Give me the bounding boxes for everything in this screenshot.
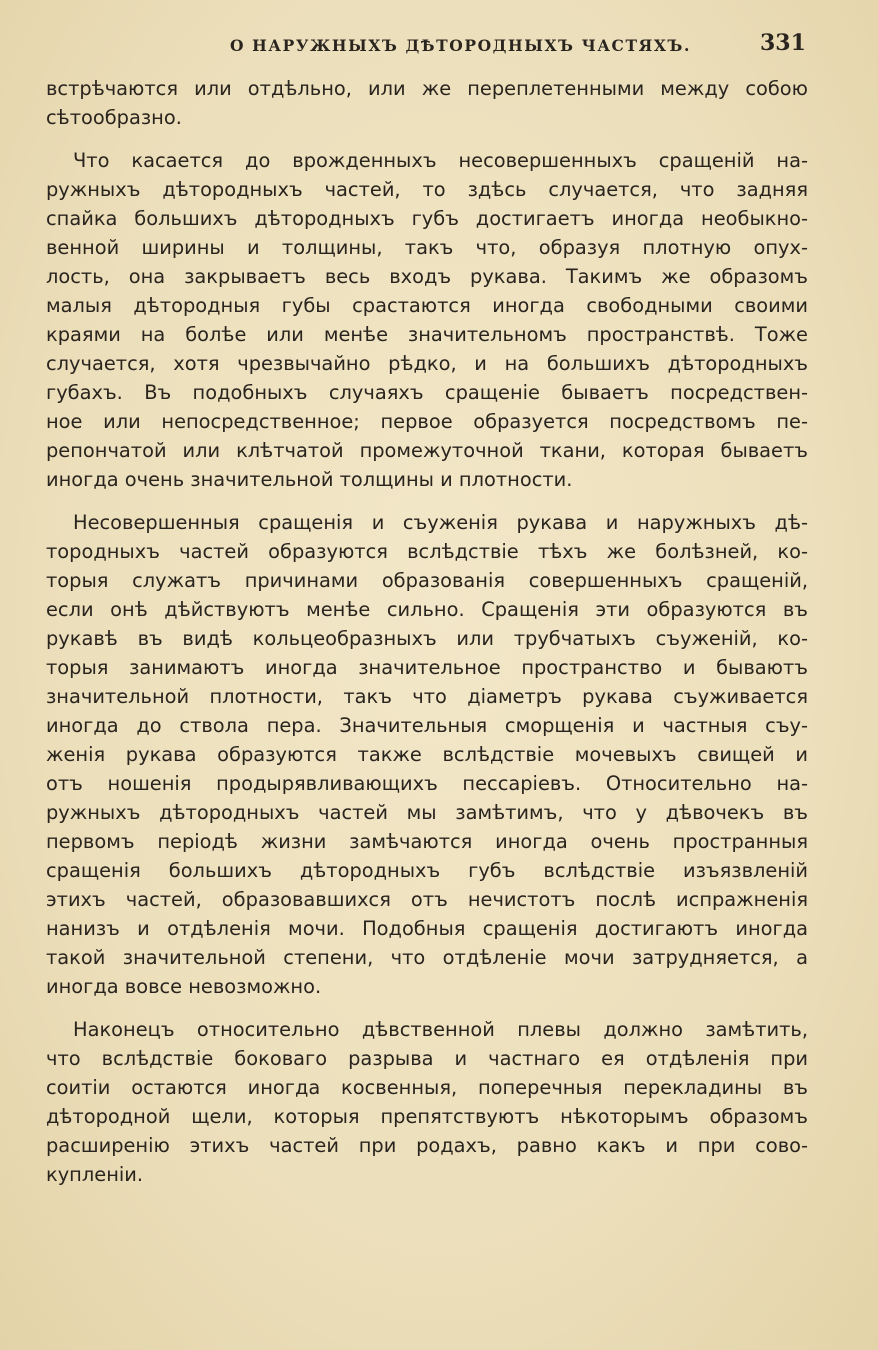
text-line: если онѣ дѣйствуютъ менѣе сильно. Сращенiя эти образуются въ xyxy=(46,598,808,621)
text-line: Несовершенныя сращенiя и съуженiя рукава и наружныхъ дѣ- xyxy=(73,511,808,534)
text-line: этихъ частей, образовавшихся отъ нечистотъ послѣ испражненiя xyxy=(46,888,808,911)
body-text xyxy=(46,74,808,1203)
text-line: спайка большихъ дѣтородныхъ губъ достигаетъ иногда необыкно- xyxy=(46,207,808,230)
paragraph xyxy=(46,146,808,494)
text-line: иногда вовсе невозможно. xyxy=(46,975,322,998)
text-line: сѣтообразно. xyxy=(46,106,182,129)
text-line: ружныхъ дѣтородныхъ частей мы замѣтимъ, что у дѣвочекъ въ xyxy=(46,801,808,824)
text-line: торыя занимаютъ иногда значительное пространство и бываютъ xyxy=(46,656,808,679)
text-line: Наконецъ относительно дѣвственной плевы должно замѣтить, xyxy=(73,1018,808,1041)
text-line: ное или непосредственное; первое образуется посредствомъ пе- xyxy=(46,410,808,433)
text-line: лость, она закрываетъ весь входъ рукава. Такимъ же образомъ xyxy=(46,265,808,288)
text-line: краями на болѣе или менѣе значительномъ пространствѣ. Тоже xyxy=(46,323,808,346)
text-line: случается, хотя чрезвычайно рѣдко, и на большихъ дѣтородныхъ xyxy=(46,352,808,375)
text-line: репончатой или клѣтчатой промежуточной ткани, которая бываетъ xyxy=(46,439,808,462)
text-line: ружныхъ дѣтородныхъ частей, то здѣсь случается, что задняя xyxy=(46,178,808,201)
text-line: встрѣчаются или отдѣльно, или же переплетенными между собою xyxy=(46,77,808,100)
running-head: О НАРУЖНЫХЪ ДѢТОРОДНЫХЪ ЧАСТЯХЪ. xyxy=(230,36,691,55)
text-line: соитiи остаются иногда косвенныя, поперечныя перекладины въ xyxy=(46,1076,808,1099)
paragraph xyxy=(46,74,808,132)
text-line: тородныхъ частей образуются вслѣдствiе тѣхъ же болѣзней, ко- xyxy=(46,540,808,563)
text-line: значительной плотности, такъ что дiаметръ рукава съуживается xyxy=(46,685,808,708)
text-line: губахъ. Въ подобныхъ случаяхъ сращенiе бываетъ посредствен- xyxy=(46,381,808,404)
text-line: дѣтородной щели, которыя препятствуютъ нѣкоторымъ образомъ xyxy=(46,1105,808,1128)
text-line: иногда до ствола пера. Значительныя сморщенiя и частныя съу- xyxy=(46,714,808,737)
text-line: женiя рукава образуются также вслѣдствiе мочевыхъ свищей и xyxy=(46,743,808,766)
page-header xyxy=(0,30,878,64)
text-line: сращенiя большихъ дѣтородныхъ губъ вслѣдствiе изъязвленiй xyxy=(46,859,808,882)
text-line: такой значительной степени, что отдѣленiе мочи затрудняется, а xyxy=(46,946,808,969)
text-line: купленiи. xyxy=(46,1163,144,1186)
text-line: иногда очень значительной толщины и плотности. xyxy=(46,468,573,491)
text-line: венной ширины и толщины, такъ что, образуя плотную опух- xyxy=(46,236,808,259)
paragraph xyxy=(46,508,808,1001)
text-line: что вслѣдствiе боковаго разрыва и частнаго ея отдѣленiя при xyxy=(46,1047,808,1070)
text-line: торыя служатъ причинами образованiя совершенныхъ сращенiй, xyxy=(46,569,808,592)
text-line: первомъ перiодѣ жизни замѣчаются иногда очень пространныя xyxy=(46,830,808,853)
text-line: отъ ношенiя продырявливающихъ пессарiевъ. Относительно на- xyxy=(46,772,808,795)
text-line: рукавѣ въ видѣ кольцеобразныхъ или трубчатыхъ съуженiй, ко- xyxy=(46,627,808,650)
text-line: малыя дѣтородныя губы срастаются иногда свободными своими xyxy=(46,294,808,317)
page-number: 331 xyxy=(760,30,806,56)
text-line: расширенiю этихъ частей при родахъ, равно какъ и при сово- xyxy=(46,1134,808,1157)
text-line: Что касается до врожденныхъ несовершенныхъ сращенiй на- xyxy=(73,149,808,172)
paragraph xyxy=(46,1015,808,1189)
text-line: нанизъ и отдѣленiя мочи. Подобныя сращенiя достигаютъ иногда xyxy=(46,917,808,940)
